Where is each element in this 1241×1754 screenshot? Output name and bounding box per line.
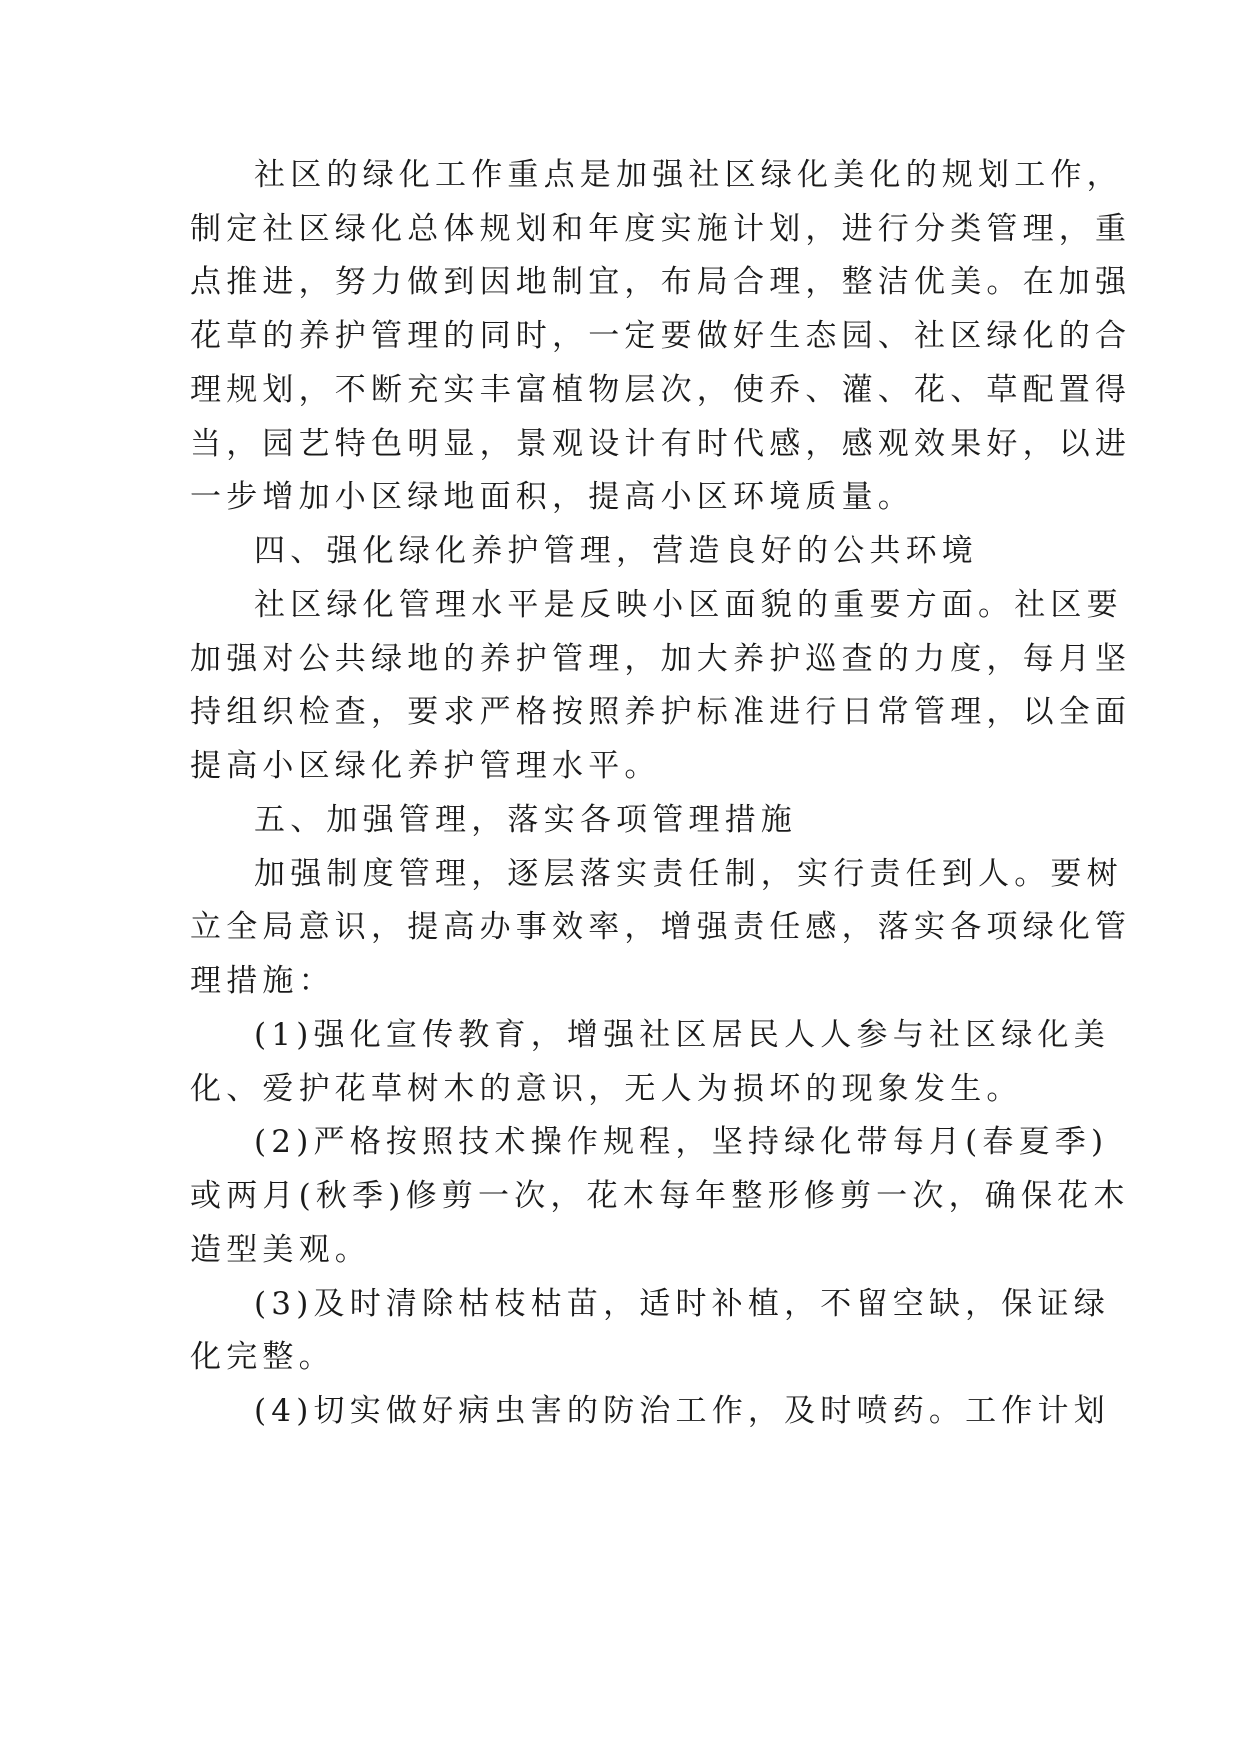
list-item-3: (3)及时清除枯枝枯苗，适时补植，不留空缺，保证绿 [254, 1286, 1110, 1322]
text-line: 立全局意识，提高办事效率，增强责任感，落实各项绿化管 [190, 909, 1132, 945]
text-line: 或两月(秋季)修剪一次，花木每年整形修剪一次，确保花木 [190, 1178, 1130, 1214]
list-item-2: (2)严格按照技术操作规程，坚持绿化带每月(春夏季) [254, 1124, 1109, 1160]
section-heading: 五、加强管理，落实各项管理措施 [254, 802, 797, 838]
text-line: 点推进，努力做到因地制宜，布局合理，整洁优美。在加强 [190, 264, 1132, 300]
section-heading: 四、强化绿化养护管理，营造良好的公共环境 [254, 533, 978, 569]
text-line: 社区绿化管理水平是反映小区面貌的重要方面。社区要 [254, 587, 1123, 623]
text-line: 花草的养护管理的同时，一定要做好生态园、社区绿化的合 [190, 318, 1132, 354]
text-line: 加强对公共绿地的养护管理，加大养护巡查的力度，每月坚 [190, 641, 1132, 677]
text-line: 理措施： [190, 963, 335, 999]
text-line: 造型美观。 [190, 1232, 371, 1268]
text-line: 理规划，不断充实丰富植物层次，使乔、灌、花、草配置得 [190, 372, 1132, 408]
text-line: 持组织检查，要求严格按照养护标准进行日常管理，以全面 [190, 694, 1132, 730]
text-line: 当，园艺特色明显，景观设计有时代感，感观效果好，以进 [190, 426, 1132, 462]
text-line: 加强制度管理，逐层落实责任制，实行责任到人。要树 [254, 856, 1123, 892]
text-line: 社区的绿化工作重点是加强社区绿化美化的规划工作， [254, 157, 1123, 193]
list-item-4: (4)切实做好病虫害的防治工作，及时喷药。工作计划 [254, 1393, 1110, 1429]
text-line: 化完整。 [190, 1339, 335, 1375]
text-line: 提高小区绿化养护管理水平。 [190, 748, 661, 784]
text-line: 制定社区绿化总体规划和年度实施计划，进行分类管理，重 [190, 211, 1132, 247]
text-line: 一步增加小区绿地面积，提高小区环境质量。 [190, 479, 914, 515]
text-line: 化、爱护花草树木的意识，无人为损坏的现象发生。 [190, 1071, 1023, 1107]
list-item-1: (1)强化宣传教育，增强社区居民人人参与社区绿化美 [254, 1017, 1110, 1053]
